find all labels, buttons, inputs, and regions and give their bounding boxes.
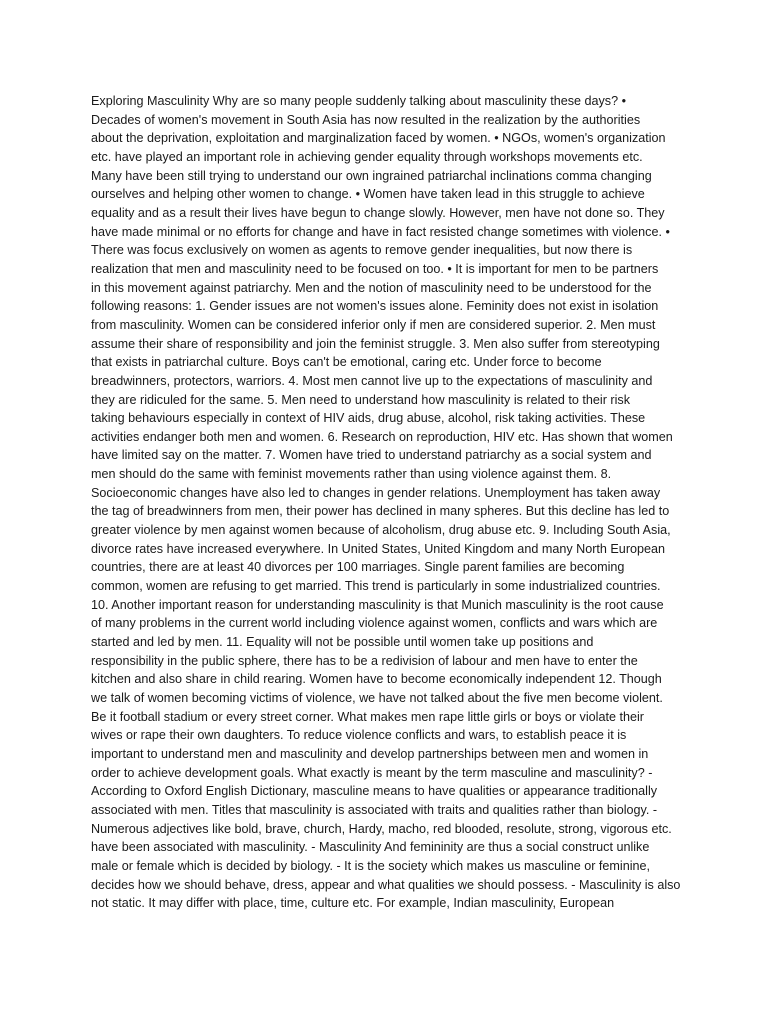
text-line: divorce rates have increased everywhere. In United States, United Kingdom and many North European [91, 541, 666, 556]
text-line: 10. Another important reason for understanding masculinity is that Munich masculinity is the root cause [91, 597, 664, 612]
text-line: According to Oxford English Dictionary, masculine means to have qualities or appearance traditionally [91, 784, 658, 799]
text-line: activities endanger both men and women. 6. Research on reproduction, HIV etc. Has shown that women [91, 429, 673, 444]
text-line: kitchen and also share in child rearing. Women have to become economically independent 12. Though [91, 672, 662, 687]
text-line: associated with men. Titles that masculinity is associated with traits and qualities rather than biology. - [91, 802, 658, 817]
text-line: have been associated with masculinity. - Masculinity And femininity are thus a social construct unlike [91, 840, 650, 855]
text-line: There was focus exclusively on women as agents to remove gender inequalities, but now there is [91, 243, 633, 258]
text-line: decides how we should behave, dress, appear and what qualities we should possess. - Masculinity is also [91, 877, 681, 892]
text-line: common, women are refusing to get married. This trend is particularly in some industrialized countries. [91, 579, 661, 594]
text-line: Many have been still trying to understand our own ingrained patriarchal inclinations comma changing [91, 168, 652, 183]
text-line: important to understand men and masculinity and develop partnerships between men and women in [91, 746, 649, 761]
text-line: about the deprivation, exploitation and marginalization faced by women. • NGOs, women's organization [91, 131, 666, 146]
text-line: countries, there are at least 40 divorces per 100 marriages. Single parent families are becoming [91, 560, 625, 575]
text-line: order to achieve development goals. What exactly is meant by the term masculine and masculinity? - [91, 765, 653, 780]
text-line: started and led by men. 11. Equality will not be possible until women take up positions and [91, 635, 594, 650]
text-line: men should do the same with feminist movements rather than using violence against them. 8. [91, 467, 612, 482]
text-line: ourselves and helping other women to change. • Women have taken lead in this struggle to achieve [91, 187, 645, 202]
text-line: responsibility in the public sphere, there has to be a redivision of labour and men have to enter the [91, 653, 638, 668]
text-line: in this movement against patriarchy. Men and the notion of masculinity need to be understood for the [91, 280, 652, 295]
text-line: the tag of breadwinners from men, their power has declined in many spheres. But this decline has led to [91, 504, 670, 519]
body-paragraph [91, 92, 691, 913]
text-line: Exploring Masculinity Why are so many people suddenly talking about masculinity these days? • [91, 94, 627, 108]
text-line: greater violence by men against women because of alcoholism, drug abuse etc. 9. Including South Asia, [91, 523, 671, 538]
text-line: realization that men and masculinity need to be focused on too. • It is important for men to be partners [91, 261, 659, 276]
text-line: that exists in patriarchal culture. Boys can't be emotional, caring etc. Under force to become [91, 355, 602, 370]
text-line: etc. have played an important role in achieving gender equality through workshops movements etc. [91, 149, 643, 164]
text-line: not static. It may differ with place, time, culture etc. For example, Indian masculinity, European [91, 896, 615, 911]
text-line: wives or rape their own daughters. To reduce violence conflicts and wars, to establish peace it is [91, 728, 627, 743]
text-line: Be it football stadium or every street corner. What makes men rape little girls or boys or violate their [91, 709, 644, 724]
text-line: assume their share of responsibility and join the feminist struggle. 3. Men also suffer from stereotyping [91, 336, 660, 351]
text-line: have limited say on the matter. 7. Women have tried to understand patriarchy as a social system and [91, 448, 652, 463]
text-line: equality and as a result their lives have begun to change slowly. However, men have not done so. They [91, 205, 665, 220]
text-line: have made minimal or no efforts for change and have in fact resisted change sometimes with violence. • [91, 224, 670, 239]
text-line: they are ridiculed for the same. 5. Men need to understand how masculinity is related to their risk [91, 392, 631, 407]
text-line: breadwinners, protectors, warriors. 4. Most men cannot live up to the expectations of masculinity and [91, 373, 653, 388]
text-line: Socioeconomic changes have also led to changes in gender relations. Unemployment has taken away [91, 485, 661, 500]
text-line: Numerous adjectives like bold, brave, church, Hardy, macho, red blooded, resolute, strong, vigorous etc. [91, 821, 672, 836]
text-line: from masculinity. Women can be considered inferior only if men are considered superior. 2. Men must [91, 317, 656, 332]
text-line: following reasons: 1. Gender issues are not women's issues alone. Feminity does not exist in isolation [91, 299, 659, 314]
text-line: taking behaviours especially in context of HIV aids, drug abuse, alcohol, risk taking activities. These [91, 411, 646, 426]
text-line: Decades of women's movement in South Asia has now resulted in the realization by the authorities [91, 112, 641, 127]
text-line: we talk of women becoming victims of violence, we have not talked about the five men become violent. [91, 691, 663, 705]
text-line: male or female which is decided by biology. - It is the society which makes us masculine or feminine, [91, 858, 651, 873]
text-line: of many problems in the current world including violence against women, conflicts and wars which are [91, 616, 658, 631]
